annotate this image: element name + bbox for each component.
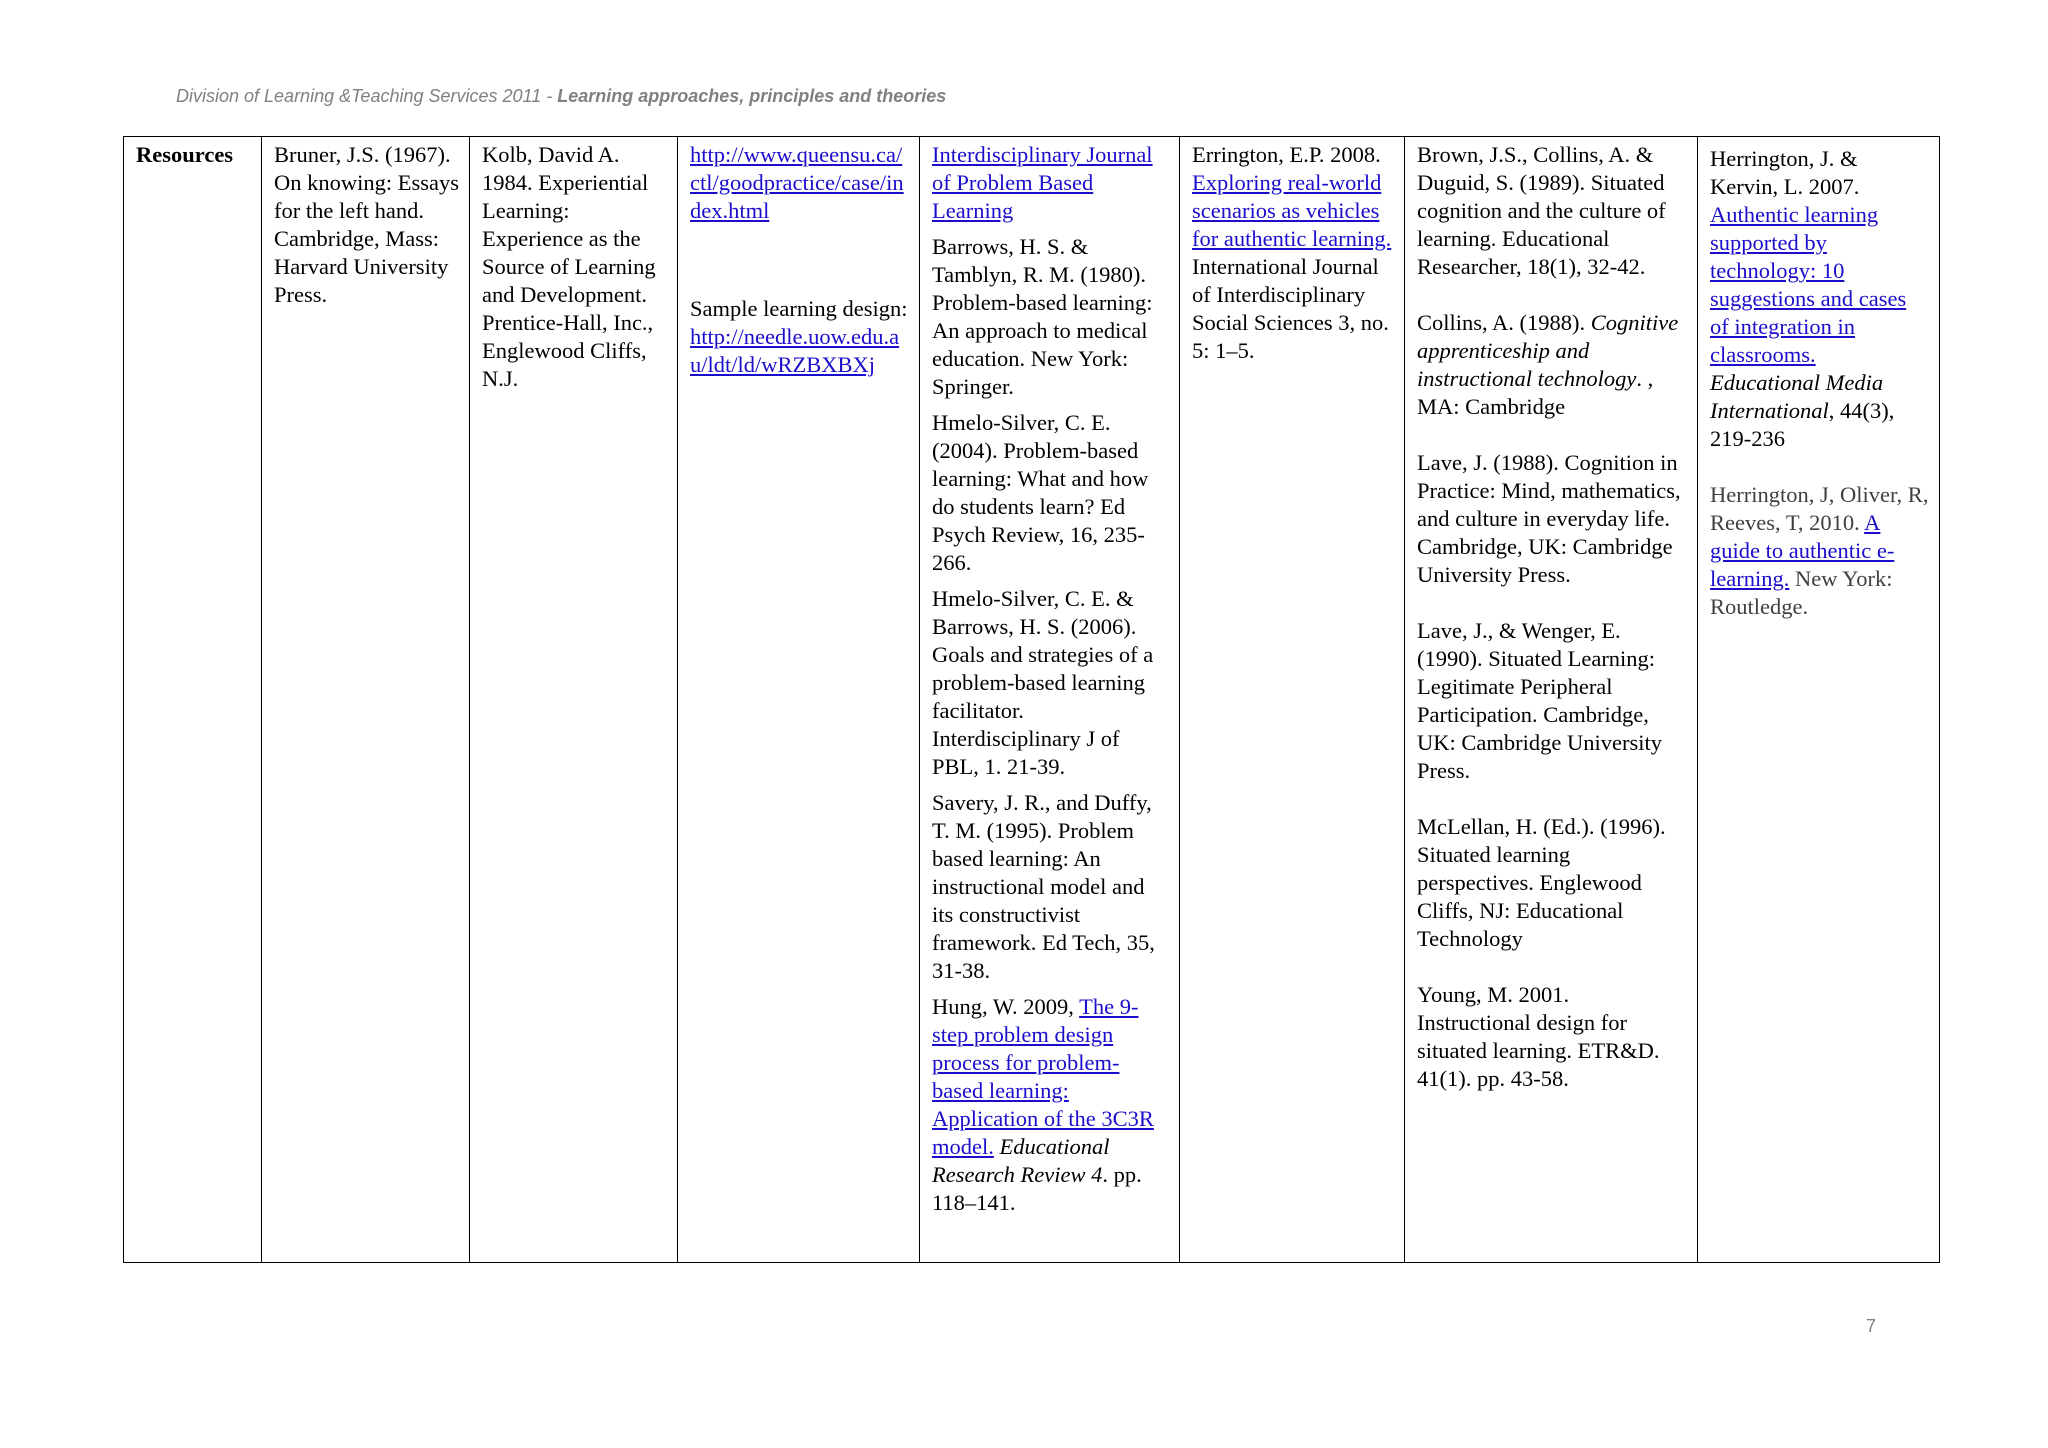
cell-pbl [920, 137, 1180, 1263]
herrington-2010-prefix: Herrington, J, Oliver, R, Reeves, T, 2010. [1710, 482, 1929, 535]
ref-herrington-2007 [1710, 145, 1929, 453]
ref-mclellan: McLellan, H. (Ed.). (1996). Situated learning perspectives. Englewood Cliffs, NJ: Educational Technology [1417, 814, 1666, 951]
row-label: Resources [124, 137, 262, 1263]
pbl-journal-link[interactable]: Interdisciplinary Journal of Problem Based Learning [932, 142, 1153, 223]
hung-pages: . pp. 118–141. [932, 1162, 1142, 1215]
ref-barrows: Barrows, H. S. & Tamblyn, R. M. (1980). Problem-based learning: An approach to medical education. New York: Springer. [932, 234, 1153, 399]
hung-prefix: Hung, W. 2009, [932, 994, 1080, 1019]
cell-herrington [1698, 137, 1940, 1263]
herrington-2007-suffix: , 44(3), 219-236 [1710, 398, 1895, 451]
herrington-2010-suffix: New York: Routledge. [1710, 566, 1893, 619]
herrington-2007-journal: Educational Media International [1710, 370, 1884, 423]
herrington-2007-prefix: Herrington, J. & Kervin, L. 2007. [1710, 146, 1860, 199]
ref-young: Young, M. 2001. Instructional design for situated learning. ETR&D. 41(1). pp. 43-58. [1417, 982, 1660, 1091]
header-title: Learning approaches, principles and theories [557, 86, 947, 106]
sample-learning-design-label: Sample learning design: [690, 296, 908, 321]
page-header [176, 86, 946, 107]
collins-suffix: . , MA: Cambridge [1417, 366, 1654, 419]
cell-situated [1405, 137, 1698, 1263]
spacer [690, 225, 909, 295]
cell-bruner [262, 137, 470, 1263]
sample-learning-design-link[interactable]: http://needle.uow.edu.au/ldt/ld/wRZBXBXj [690, 324, 900, 377]
ref-errington [1192, 141, 1394, 365]
herrington-2010-link[interactable]: A guide to authentic e-learning. [1710, 510, 1895, 591]
ref-savery: Savery, J. R., and Duffy, T. M. (1995). Problem based learning: An instructional model and its constructivist framework. Ed Tech, 35, 31-38. [932, 790, 1155, 983]
errington-suffix: International Journal of Interdisciplinary Social Sciences 3, no. 5: 1–5. [1192, 254, 1389, 363]
ref-hmelo-2006: Hmelo-Silver, C. E. & Barrows, H. S. (2006). Goals and strategies of a problem-based learning facilitator. Interdisciplinary J of PBL, 1. 21-39. [932, 586, 1154, 779]
hung-article-link[interactable]: The 9-step problem design process for problem-based learning: Application of the 3C3R model. [932, 994, 1154, 1159]
header-prefix: Division of Learning &Teaching Services 2011 - [176, 86, 558, 106]
queens-goodpractice-link[interactable]: http://www.queensu.ca/ctl/goodpractice/case/index.html [690, 142, 904, 223]
errington-prefix: Errington, E.P. 2008. [1192, 142, 1381, 167]
page-number: 7 [1866, 1316, 1877, 1336]
ref-lave-1988: Lave, J. (1988). Cognition in Practice: Mind, mathematics, and culture in everyday life. Cambridge, UK: Cambridge University Press. [1417, 450, 1681, 587]
ref-hung [932, 993, 1169, 1217]
ref-hmelo-2004: Hmelo-Silver, C. E. (2004). Problem-based learning: What and how do students learn? Ed Psych Review, 16, 235-266. [932, 410, 1149, 575]
ref-collins [1417, 309, 1687, 421]
collins-prefix: Collins, A. (1988). [1417, 310, 1591, 335]
ref-lave-wenger: Lave, J., & Wenger, E. (1990). Situated Learning: Legitimate Peripheral Participation. Cambridge, UK: Cambridge University Press. [1417, 618, 1662, 783]
cell-queens [678, 137, 920, 1263]
ref-herrington-2010 [1710, 481, 1929, 621]
herrington-2007-link[interactable]: Authentic learning supported by technology: 10 suggestions and cases of integration in classrooms. [1710, 202, 1907, 367]
collins-title: Cognitive apprenticeship and instructional technology [1417, 310, 1679, 391]
resources-table [123, 136, 1940, 1263]
ref-bruner: Bruner, J.S. (1967). On knowing: Essays for the left hand. Cambridge, Mass: Harvard University Press. [274, 142, 459, 307]
cell-kolb [470, 137, 678, 1263]
errington-article-link[interactable]: Exploring real-world scenarios as vehicles for authentic learning. [1192, 170, 1392, 251]
resources-row [124, 137, 1940, 1263]
ref-kolb: Kolb, David A. 1984. Experiential Learning: Experience as the Source of Learning and Development. Prentice-Hall, Inc., Englewood Cliffs, N.J. [482, 142, 656, 391]
hung-journal: Educational Research Review 4 [932, 1134, 1110, 1187]
ref-brown: Brown, J.S., Collins, A. & Duguid, S. (1989). Situated cognition and the culture of learning. Educational Researcher, 18(1), 32-42. [1417, 142, 1666, 279]
cell-errington [1180, 137, 1405, 1263]
